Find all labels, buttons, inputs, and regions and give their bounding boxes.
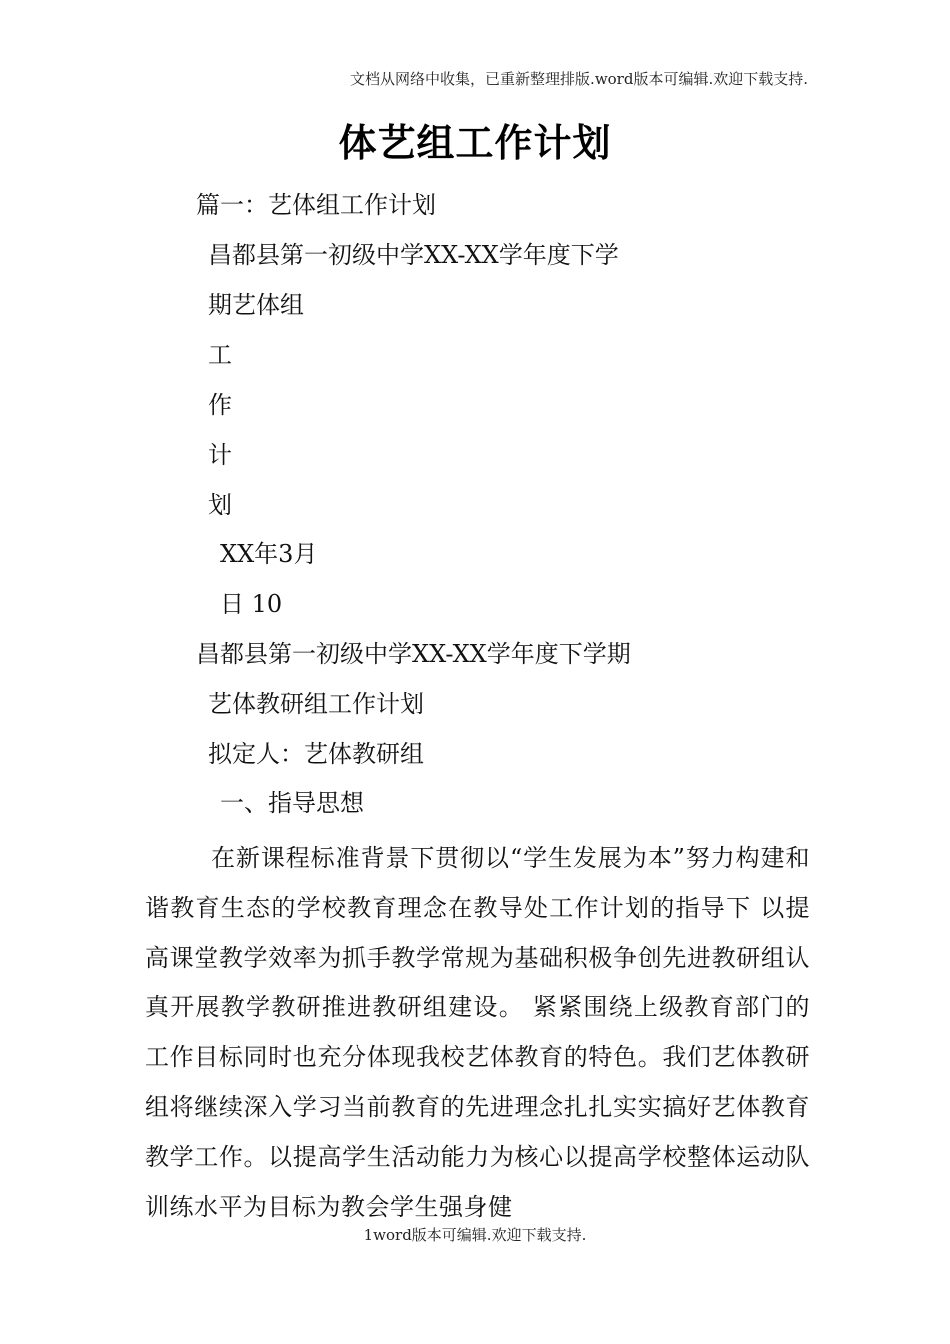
text-line: 划 xyxy=(208,491,232,519)
date-line: 日 10 xyxy=(220,590,283,618)
text-line: 昌都县第一初级中学XX-XX学年度下学期 xyxy=(196,640,631,668)
page-title: 体艺组工作计划 xyxy=(338,121,612,165)
section-heading: 一、指导思想 xyxy=(220,789,364,817)
author-line: 拟定人：艺体教研组 xyxy=(208,740,424,768)
text-line: 工 xyxy=(208,341,232,369)
text-line: 计 xyxy=(208,441,232,469)
text-line: 作 xyxy=(208,391,232,419)
text-line: 昌都县第一初级中学XX-XX学年度下学 xyxy=(208,241,619,269)
body-paragraph: 在新课程标准背景下贯彻以“学生发展为本”努力构建和谐教育生态的学校教育理念在教导处工作计划的指导下 以提高课堂教学效率为抓手教学常规为基础积极争创先进教研组认真开展教学教研推进教研组建设。 紧紧围绕上级教育部门的工作目标同时也充分体现我校艺体教育的特色。我们艺体教研组将继续深入学习当前教育的先进理念扎扎实实搞好艺体教育教学工作。以提高学生活动能力为核心以提高学校整体运动队训练水平为目标为教会学生强身健 xyxy=(145,844,810,1221)
text-line: 艺体教研组工作计划 xyxy=(208,690,424,718)
text-line: 期艺体组 xyxy=(208,291,304,319)
date-line: XX年3月 xyxy=(220,540,318,568)
header-note: 文档从网络中收集，已重新整理排版.word版本可编辑.欢迎下载支持. xyxy=(350,70,808,88)
section-heading: 篇一：艺体组工作计划 xyxy=(196,191,436,219)
footer-note: 1word版本可编辑.欢迎下载支持. xyxy=(363,1226,587,1244)
